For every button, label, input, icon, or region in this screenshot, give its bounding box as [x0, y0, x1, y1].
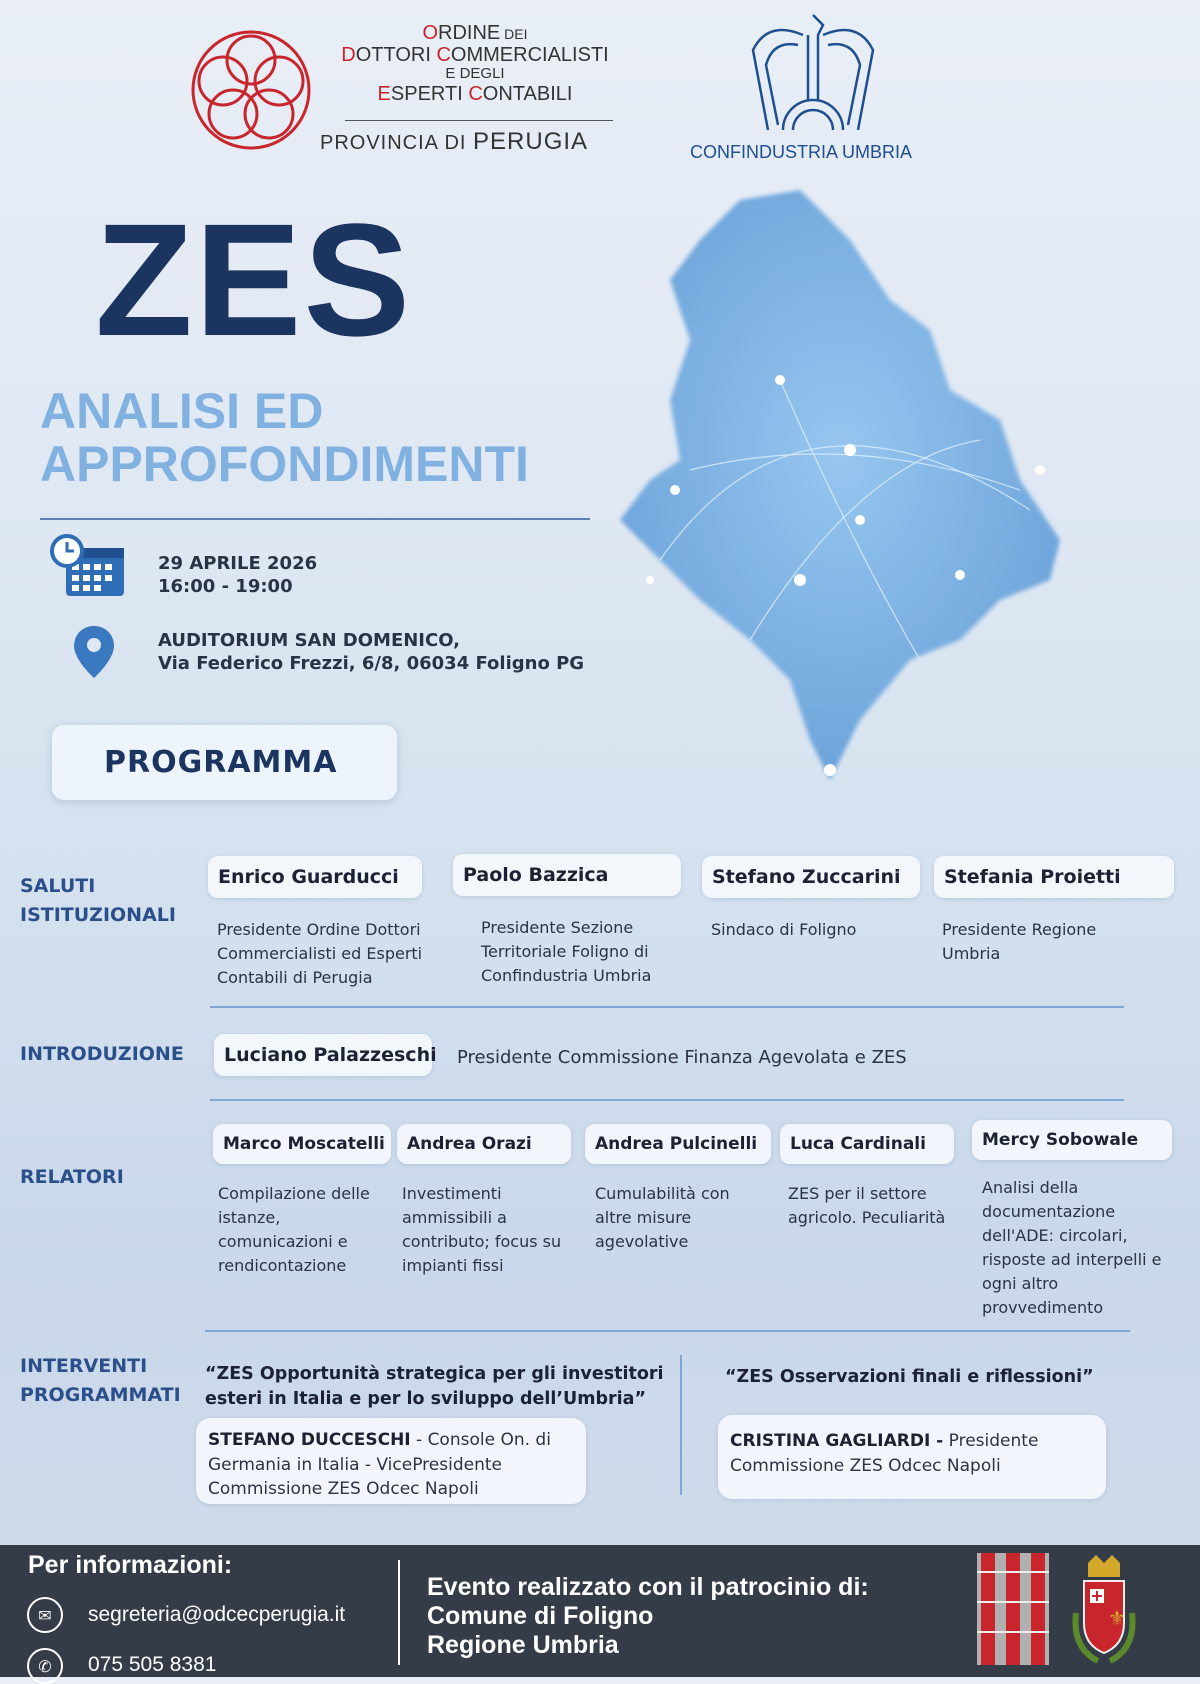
text: APPROFONDIMENTI [40, 435, 529, 492]
event-datetime [158, 552, 317, 599]
speaker-name: Andrea Pulcinelli [585, 1124, 771, 1164]
speaker-name: Andrea Orazi [397, 1124, 571, 1164]
speaker-name: Stefania Proietti [934, 856, 1174, 898]
speaker-name: Mercy Sobowale [972, 1120, 1172, 1160]
talk-speaker-card [718, 1415, 1106, 1499]
speaker-role: Sindaco di Foligno [711, 920, 857, 939]
text: SALUTI [20, 875, 96, 897]
event-date: 29 APRILE 2026 [158, 553, 318, 574]
speaker-role: Presidente Sezione Territoriale Foligno di Confindustria Umbria [481, 918, 652, 985]
talk-title: “ZES Opportunità strategica per gli investitori esteri in Italia e per lo sviluppo dell’Umbria” [205, 1364, 664, 1410]
text: ANALISI ED [40, 383, 324, 439]
odcec-province [320, 128, 588, 156]
confindustria-name: CONFINDUSTRIA UMBRIA [690, 142, 913, 162]
phone-icon: ✆ [27, 1648, 63, 1684]
text: DEI [500, 26, 528, 42]
text: ISTITUZIONALI [20, 904, 176, 927]
speaker-role: Presidente Commissione Finanza Agevolata e ZES [457, 1047, 907, 1068]
text: C [436, 44, 451, 66]
page-subtitle [40, 385, 529, 490]
mail-icon: ✉ [27, 1597, 63, 1633]
section-label-interventi [20, 1352, 181, 1411]
text: PROVINCIA DI [320, 132, 474, 154]
speaker-topic: Cumulabilità con altre misure agevolative [595, 1184, 730, 1251]
text: INTERVENTI [20, 1355, 148, 1377]
divider [398, 1560, 400, 1665]
divider [680, 1355, 682, 1495]
page-title: ZES [95, 190, 413, 369]
info-label: Per informazioni: [28, 1551, 233, 1579]
speaker-topic: Compilazione delle istanze, comunicazioni e rendicontazione [218, 1184, 370, 1275]
speaker-name: Stefano Zuccarini [702, 856, 920, 898]
speaker-name: Marco Moscatelli [213, 1124, 391, 1164]
speaker-name: CRISTINA GAGLIARDI - [730, 1431, 944, 1451]
divider [210, 1099, 1124, 1101]
calendar-clock-icon [50, 534, 126, 600]
divider [40, 518, 590, 520]
confindustria-eagle-logo [748, 10, 878, 135]
comune-foligno-crest [1068, 1553, 1140, 1665]
svg-text:⚜: ⚜ [1108, 1606, 1126, 1630]
speaker-name: STEFANO DUCCESCHI [208, 1430, 411, 1450]
text: D [341, 44, 356, 66]
speaker-topic: Analisi della documentazione dell'ADE: circolari, risposte ad interpelli e ogni altro provvedimento [982, 1178, 1162, 1317]
speaker-name: Luciano Palazzeschi [214, 1034, 432, 1076]
text: E [377, 82, 391, 105]
umbria-map-illustration [600, 180, 1160, 800]
text: ONTABILI [482, 82, 573, 105]
divider [210, 1006, 1124, 1008]
speaker-topic: Investimenti ammissibili a contributo; focus su impianti fissi [402, 1184, 562, 1275]
text: O [422, 22, 439, 44]
patronage [427, 1573, 869, 1659]
regione-umbria-logo [977, 1553, 1049, 1665]
text: SPERTI [390, 82, 469, 105]
patron: Regione Umbria [427, 1630, 619, 1659]
speaker-name: Enrico Guarducci [208, 856, 422, 898]
text: OTTORI [355, 44, 437, 66]
phone-number: 075 505 8381 [88, 1653, 217, 1676]
talk-speaker-card [196, 1418, 586, 1504]
programma-heading: PROGRAMMA [52, 725, 397, 800]
speaker-topic: ZES per il settore agricolo. Peculiarità [788, 1184, 946, 1227]
event-venue: AUDITORIUM SAN DOMENICO, [158, 630, 460, 651]
divider [345, 120, 613, 121]
patron: Comune di Foligno [427, 1601, 654, 1630]
text: PROGRAMMATI [20, 1384, 181, 1407]
divider [205, 1330, 1130, 1332]
location-pin-icon [72, 624, 116, 680]
email-link[interactable]: segreteria@odcecperugia.it [88, 1603, 346, 1626]
event-time: 16:00 - 19:00 [158, 576, 293, 598]
text: RDINE [438, 22, 501, 44]
text: E DEGLI [445, 65, 505, 82]
patronage-label: Evento realizzato con il patrocinio di: [427, 1573, 869, 1601]
event-location [158, 629, 584, 676]
text: PERUGIA [473, 128, 589, 155]
section-label-relatori: RELATORI [20, 1166, 124, 1188]
footer [0, 1545, 1200, 1677]
speaker-name: Paolo Bazzica [453, 854, 681, 896]
event-address: Via Federico Frezzi, 6/8, 06034 Foligno PG [158, 653, 585, 675]
speaker-role: Presidente Regione Umbria [942, 920, 1097, 963]
speaker-role: Presidente Ordine Dottori Commercialisti ed Esperti Contabili di Perugia [217, 920, 423, 987]
talk-title: “ZES Osservazioni finali e riflessioni” [725, 1367, 1094, 1387]
odcec-logo [188, 26, 314, 154]
text: C [468, 82, 483, 105]
section-label-introduzione: INTRODUZIONE [20, 1043, 184, 1065]
odcec-name [310, 22, 640, 105]
speaker-role: Presidente Commissione ZES Odcec Napoli [730, 1431, 1039, 1476]
section-label-saluti [20, 872, 176, 931]
text: OMMERCIALISTI [450, 44, 609, 66]
speaker-name: Luca Cardinali [780, 1124, 954, 1164]
speaker-role: - Console On. di Germania in Italia - VicePresidente Commissione ZES Odcec Napoli [208, 1430, 551, 1500]
